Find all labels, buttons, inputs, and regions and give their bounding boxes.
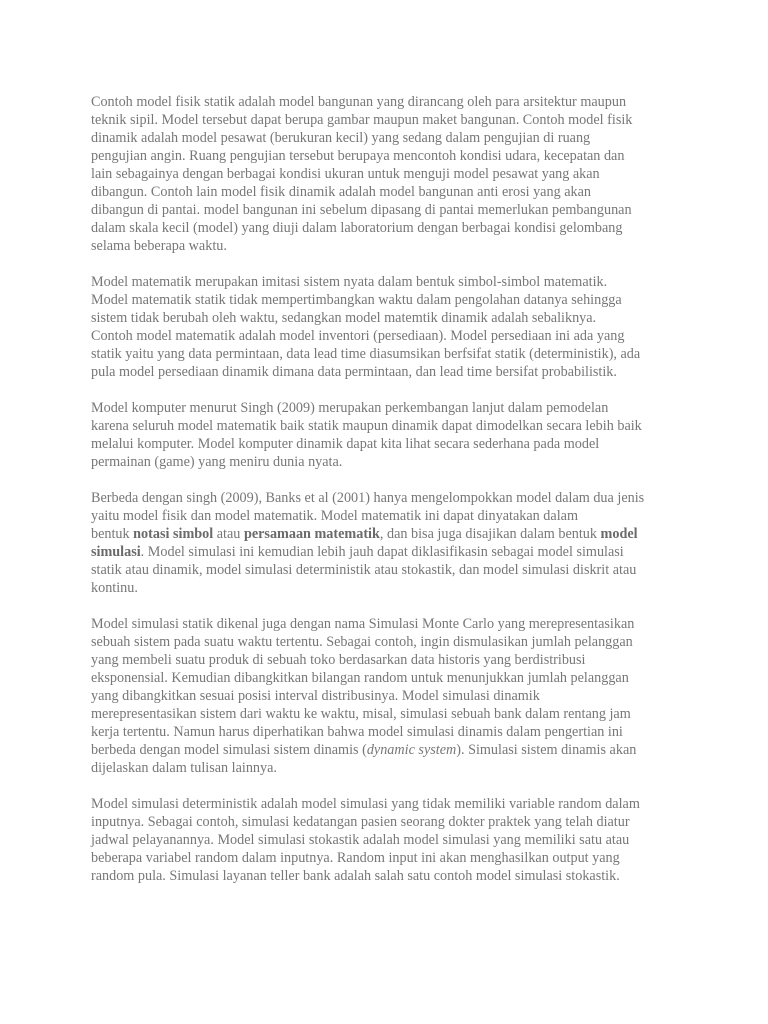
text-line bbox=[91, 435, 681, 453]
text-line bbox=[91, 147, 681, 165]
text-run: beberapa variabel random dalam inputnya. Random input ini akan menghasilkan output yang bbox=[91, 850, 620, 866]
text-line bbox=[91, 723, 681, 741]
text-line bbox=[91, 759, 681, 777]
text-run: statik yaitu yang data permintaan, data lead time diasumsikan berfsifat statik (deterministik), ada bbox=[91, 346, 641, 362]
text-run: dalam skala kecil (model) yang diuji dalam laboratorium dengan berbagai kondisi gelombang bbox=[91, 220, 623, 236]
text-line bbox=[91, 705, 681, 723]
text-run: random pula. Simulasi layanan teller bank adalah salah satu contoh model simulasi stokastik. bbox=[91, 868, 620, 884]
text-line bbox=[91, 867, 681, 885]
text-run: yang dibangkitkan sesuai posisi interval distribusinya. Model simulasi dinamik bbox=[91, 688, 540, 704]
text-run: melalui komputer. Model komputer dinamik dapat kita lihat secara sederhana pada model bbox=[91, 436, 600, 452]
text-run: dibangun di pantai. model bangunan ini sebelum dipasang di pantai memerlukan pembangunan bbox=[91, 202, 632, 218]
paragraph-2 bbox=[91, 273, 681, 381]
text-line bbox=[91, 111, 681, 129]
text-run: Berbeda dengan singh (2009), Banks et al (2001) hanya mengelompokkan model dalam dua jenis bbox=[91, 490, 645, 506]
text-line bbox=[91, 309, 681, 327]
text-run: Model simulasi statik dikenal juga dengan nama Simulasi Monte Carlo yang merepresentasikan bbox=[91, 616, 635, 632]
text-run: merepresentasikan sistem dari waktu ke waktu, misal, simulasi sebuah bank dalam rentang jam bbox=[91, 706, 631, 722]
text-run: sistem tidak berubah oleh waktu, sedangkan model matemtik dinamik adalah sebaliknya. bbox=[91, 310, 597, 326]
text-line bbox=[91, 849, 681, 867]
text-run: atau bbox=[213, 526, 244, 542]
text-run: statik atau dinamik, model simulasi deterministik atau stokastik, dan model simulasi diskrit atau bbox=[91, 562, 637, 578]
text-line bbox=[91, 327, 681, 345]
text-run: pengujian angin. Ruang pengujian tersebut berupaya mencontoh kondisi udara, kecepatan dan bbox=[91, 148, 625, 164]
text-line bbox=[91, 507, 681, 525]
text-line bbox=[91, 273, 681, 291]
text-line bbox=[91, 741, 681, 759]
text-run: inputnya. Sebagai contoh, simulasi kedatangan pasien seorang dokter praktek yang telah diatur bbox=[91, 814, 630, 830]
bold-term: model bbox=[600, 526, 638, 542]
text-line bbox=[91, 795, 681, 813]
text-line bbox=[91, 183, 681, 201]
text-run: kerja tertentu. Namun harus diperhatikan bahwa model simulasi dinamis dalam pengertian ini bbox=[91, 724, 623, 740]
text-line bbox=[91, 489, 681, 507]
text-line bbox=[91, 615, 681, 633]
text-line bbox=[91, 165, 681, 183]
text-line bbox=[91, 345, 681, 363]
text-run: dibangun. Contoh lain model fisik dinamik adalah model bangunan anti erosi yang akan bbox=[91, 184, 591, 200]
text-run: jadwal pelayanannya. Model simulasi stokastik adalah model simulasi yang memiliki satu atau bbox=[91, 832, 630, 848]
text-run: Contoh model fisik statik adalah model bangunan yang dirancang oleh para arsitektur maupun bbox=[91, 94, 627, 110]
text-run: dinamik adalah model pesawat (berukuran kecil) yang sedang dalam pengujian di ruang bbox=[91, 130, 591, 146]
text-run: ). Simulasi sistem dinamis akan bbox=[456, 742, 637, 758]
text-run: pula model persediaan dinamik dimana data permintaan, dan lead time bersifat probabilistik. bbox=[91, 364, 617, 380]
text-run: sebuah sistem pada suatu waktu tertentu. Sebagai contoh, ingin dismulasikan jumlah pelanggan bbox=[91, 634, 633, 650]
text-line bbox=[91, 831, 681, 849]
text-run: bentuk bbox=[91, 526, 134, 542]
text-run: . Model simulasi ini kemudian lebih jauh dapat diklasifikasin sebagai model simulasi bbox=[140, 544, 624, 560]
text-line bbox=[91, 651, 681, 669]
text-run: , dan bisa juga disajikan dalam bentuk bbox=[379, 526, 601, 542]
text-run: lain sebagainya dengan berbagai kondisi ukuran untuk menguji model pesawat yang akan bbox=[91, 166, 600, 182]
text-line bbox=[91, 291, 681, 309]
text-line bbox=[91, 129, 681, 147]
text-line bbox=[91, 417, 681, 435]
text-run: yang membeli suatu produk di sebuah toko berdasarkan data historis yang berdistribusi bbox=[91, 652, 586, 668]
paragraph-3 bbox=[91, 399, 681, 471]
text-run: Model komputer menurut Singh (2009) merupakan perkembangan lanjut dalam pemodelan bbox=[91, 400, 609, 416]
text-run: Model simulasi deterministik adalah model simulasi yang tidak memiliki variable random dalam bbox=[91, 796, 640, 812]
bold-term: notasi simbol bbox=[133, 526, 214, 542]
text-run: Contoh model matematik adalah model inventori (persediaan). Model persediaan ini ada yang bbox=[91, 328, 625, 344]
text-run: kontinu. bbox=[91, 580, 138, 596]
italic-term: dynamic system bbox=[366, 742, 457, 758]
text-line bbox=[91, 363, 681, 381]
text-line bbox=[91, 813, 681, 831]
text-run: selama beberapa waktu. bbox=[91, 238, 227, 254]
text-run: karena seluruh model matematik baik statik maupun dinamik dapat dimodelkan secara lebih baik bbox=[91, 418, 642, 434]
text-run: permainan (game) yang meniru dunia nyata. bbox=[91, 454, 343, 470]
text-line bbox=[91, 237, 681, 255]
paragraph-1 bbox=[91, 93, 681, 255]
text-line bbox=[91, 543, 681, 561]
paragraph-6 bbox=[91, 795, 681, 885]
paragraph-5 bbox=[91, 615, 681, 777]
text-line bbox=[91, 633, 681, 651]
text-line bbox=[91, 453, 681, 471]
text-run: teknik sipil. Model tersebut dapat berupa gambar maupun maket bangunan. Contoh model fisik bbox=[91, 112, 633, 128]
text-run: dijelaskan dalam tulisan lainnya. bbox=[91, 760, 277, 776]
text-run: Model matematik merupakan imitasi sistem nyata dalam bentuk simbol-simbol matematik. bbox=[91, 274, 608, 290]
text-run: berbeda dengan model simulasi sistem dinamis ( bbox=[91, 742, 367, 758]
bold-term: persamaan matematik bbox=[243, 526, 380, 542]
text-line bbox=[91, 219, 681, 237]
paragraph-4 bbox=[91, 489, 681, 597]
text-run: eksponensial. Kemudian dibangkitkan bilangan random untuk menunjukkan jumlah pelanggan bbox=[91, 670, 629, 686]
text-line bbox=[91, 201, 681, 219]
text-line bbox=[91, 579, 681, 597]
text-line bbox=[91, 687, 681, 705]
document-page bbox=[91, 93, 681, 903]
text-line bbox=[91, 93, 681, 111]
text-line bbox=[91, 399, 681, 417]
text-line bbox=[91, 561, 681, 579]
text-run: yaitu model fisik dan model matematik. Model matematik ini dapat dinyatakan dalam bbox=[91, 508, 578, 524]
text-line bbox=[91, 525, 681, 543]
text-line bbox=[91, 669, 681, 687]
bold-term: simulasi bbox=[91, 544, 141, 560]
text-run: Model matematik statik tidak mempertimbangkan waktu dalam pengolahan datanya sehingga bbox=[91, 292, 622, 308]
